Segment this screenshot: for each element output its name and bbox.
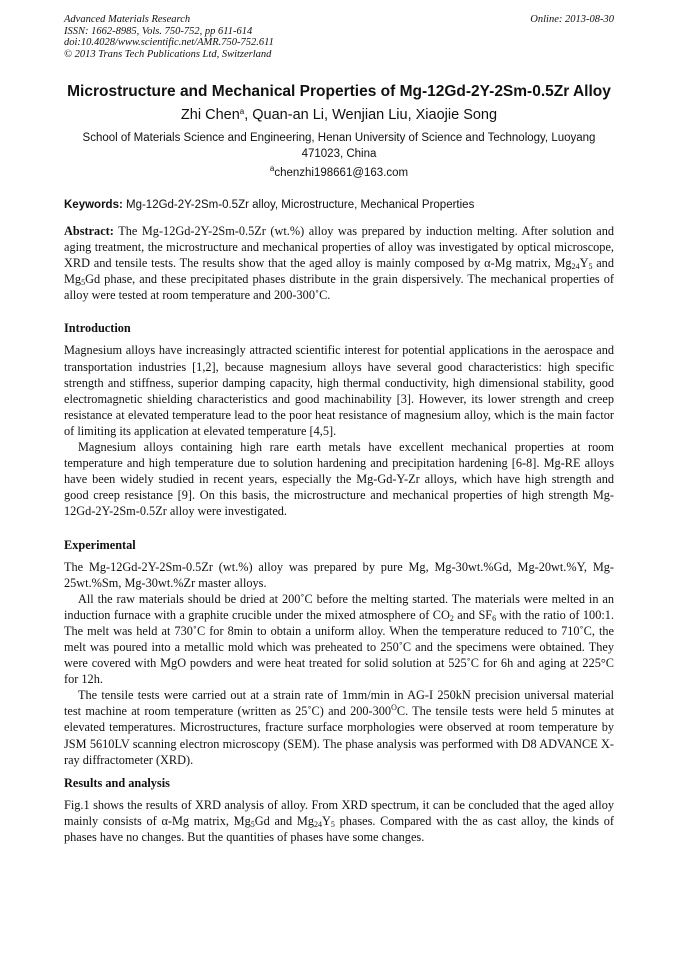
abstract-sub-3: 5 <box>81 278 86 288</box>
experimental-heading: Experimental <box>64 537 136 552</box>
results-paragraph-1 <box>64 797 614 845</box>
res-text-b: Gd and Mg <box>254 813 314 828</box>
res-text-d: phases. Compared with the as cast alloy, the kinds of phases have no changes. But the quantities of phases have some changes. <box>64 813 614 844</box>
author-first: Zhi Chen <box>180 107 240 123</box>
exp-p3-text-a: The tensile tests were carried out at a strain rate of 1mm/min in AG-I 250kN precision universal material test machine at room temperature (written as 25˚C) and 200-300 <box>64 688 614 719</box>
online-date: Online: 2013-08-30 <box>530 14 614 25</box>
paper-title: Microstructure and Mechanical Properties of Mg-12Gd-2Y-2Sm-0.5Zr Alloy <box>67 83 611 100</box>
res-sub-1: 5 <box>250 819 255 829</box>
abstract-text-1: The Mg-12Gd-2Y-2Sm-0.5Zr (wt.%) alloy was prepared by induction melting. After solution and aging treatment, the microstructure and mechanical properties of alloy was investigated by optical microscope, XRD and tensile tests. The results show that the aged alloy is mainly composed by α-Mg matrix, Mg <box>64 224 614 271</box>
exp-p2-sub-1: 2 <box>449 613 454 623</box>
exp-p2-text-b: and SF <box>453 607 493 622</box>
results-section <box>64 797 614 845</box>
journal-header <box>64 14 614 60</box>
email-address[interactable]: chenzhi198661@163.com <box>274 167 409 179</box>
doi-line[interactable]: doi:10.4028/www.scientific.net/AMR.750-752.611 <box>64 37 274 48</box>
keywords-text: Mg-12Gd-2Y-2Sm-0.5Zr alloy, Microstructure, Mechanical Properties <box>126 199 475 211</box>
keywords-label: Keywords: <box>64 199 123 211</box>
experimental-paragraph-1: The Mg-12Gd-2Y-2Sm-0.5Zr (wt.%) alloy was prepared by pure Mg, Mg-30wt.%Gd, Mg-20wt.%Y, Mg-25wt.%Sm, Mg-30wt.%Zr master alloys. <box>64 559 614 590</box>
email-mark: a <box>269 164 275 173</box>
experimental-section <box>64 559 614 768</box>
email-line <box>64 164 614 179</box>
introduction-section <box>64 342 614 519</box>
exp-p2-text-c: with the ratio of 100:1. The melt was held at 730˚C for 8min to obtain a uniform alloy. When the temperature reduced to 710˚C, the melt was poured into a metallic mold which was preheated to 250˚C and the specimens were obtained. They were covered with MgO powders and were heat treated for solid solution at 525˚C for 6h and aging at 225°C for 12h. <box>64 607 614 687</box>
experimental-paragraph-3 <box>64 687 614 767</box>
res-sub-2: 24 <box>314 819 322 829</box>
abstract-text-3: and Mg <box>64 256 614 287</box>
abstract-label: Abstract: <box>64 224 114 238</box>
author-rest: , Quan-an Li, Wenjian Liu, Xiaojie Song <box>244 107 498 123</box>
keywords <box>64 199 614 211</box>
exp-p2-sub-2: 6 <box>492 613 497 623</box>
exp-p3-sup: O <box>391 703 397 713</box>
exp-p2-text-a: All the raw materials should be dried at 200˚C before the melting started. The materials were melted in an induction furnace with a graphite crucible under the mixed atmosphere of CO <box>64 591 614 622</box>
abstract <box>64 223 614 303</box>
experimental-paragraph-2 <box>64 591 614 688</box>
affiliation: School of Materials Science and Engineering, Henan University of Science and Technology, Luoyang 471023, China <box>82 132 596 160</box>
introduction-paragraph-1: Magnesium alloys have increasingly attracted scientific interest for potential applications in the aerospace and transportation industries [1,2], because magnesium alloys have several good characteristics: high specific strength and stiffness, superior damping capacity, high thermal conductivity, high dimensional stability, good electromagnetic shielding characteristics and good machinability [3]. However, its lower strength and creep resistance at elevated temperature lead to the poor heat resistance of magnesium alloy, which is the main factor of limiting its application at elevated temperature [4,5]. <box>64 343 614 438</box>
abstract-sub-2: 5 <box>588 262 593 272</box>
introduction-heading: Introduction <box>64 321 131 336</box>
paper-page <box>64 14 614 845</box>
copyright-line: © 2013 Trans Tech Publications Ltd, Switzerland <box>64 48 272 60</box>
issn-line: ISSN: 1662-8985, Vols. 750-752, pp 611-614 <box>64 25 253 37</box>
res-sub-3: 5 <box>330 819 335 829</box>
exp-p3-text-b: C. The tensile tests were held 5 minutes at elevated temperatures. Microstructures, fracture surface morphologies were observed at room temperature by JSM 5610LV scanning electron microscopy (SEM). The phase analysis was performed with D8 ADVANCE X-ray diffractometer (XRD). <box>64 704 614 767</box>
res-text-c: Y <box>322 813 331 828</box>
author-list <box>64 107 614 123</box>
abstract-text-4: Gd phase, and these precipitated phases distribute in the grain dispersively. The mechanical properties of alloy were tested at room temperature and 200-300˚C. <box>64 272 614 303</box>
res-text-a: Fig.1 shows the results of XRD analysis of alloy. From XRD spectrum, it can be concluded that the aged alloy mainly consists of α-Mg matrix, Mg <box>64 797 614 828</box>
introduction-paragraph-2: Magnesium alloys containing high rare earth metals have excellent mechanical properties at room temperature and high temperature due to solution hardening and precipitation hardening [6-8]. Mg-RE alloys have been widely studied in recent years, especially the Mg-Gd-Y-Zr alloys, which have high strength and good creep resistance [9]. On this basis, the microstructure and mechanical properties of high strength Mg-12Gd-2Y-2Sm-0.5Zr alloy were investigated. <box>64 440 614 519</box>
abstract-sub-1: 24 <box>571 262 580 272</box>
abstract-text-2: Y <box>579 256 589 271</box>
journal-name: Advanced Materials Research <box>64 14 191 25</box>
results-heading: Results and analysis <box>64 775 170 790</box>
author-affil-mark: a <box>239 107 245 116</box>
